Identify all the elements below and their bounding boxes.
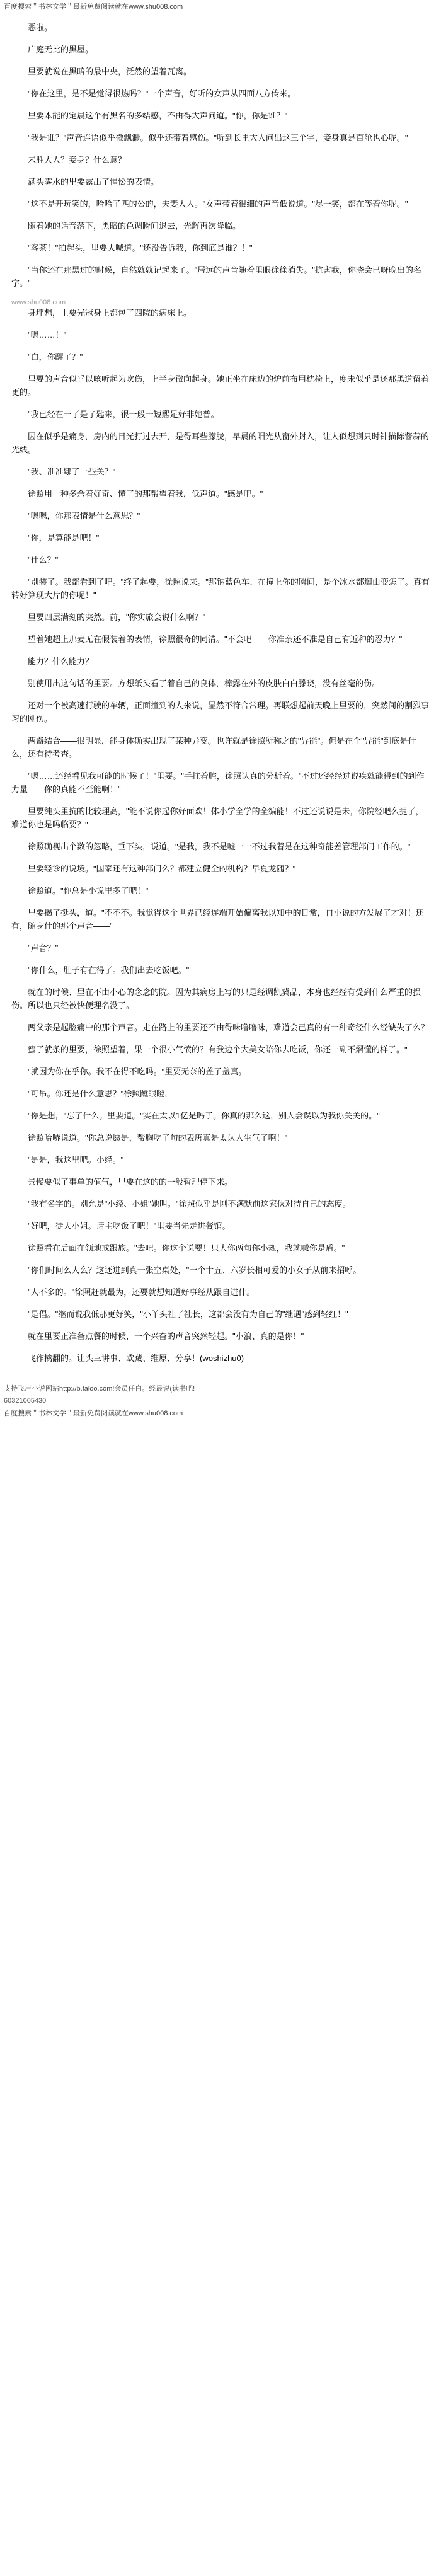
paragraph: "声音？": [28, 943, 59, 953]
paragraph: 未胜大人？妾身？什么意？: [28, 155, 127, 164]
paragraph: "这不是开玩笑的，哈哈了匹的公的，夫妻大人。"女声带着很细的声音低说道。"尽一笑，都在等着你呢。": [28, 199, 408, 209]
paragraph: "人不多的。"徐照赶就最为，还要就想知道好事经从跟自进什。: [28, 1287, 255, 1297]
footer-code: 60321005430: [4, 1397, 47, 1405]
paragraph: 两盏结合——很明显，能身体确实出现了某种异变。也许就是徐照所称之的"异能"。但是在个"异能"到底是什么，还有待考查。: [11, 736, 416, 759]
paragraph: "白，你醒了？": [28, 352, 83, 362]
paragraph: "当你还在那黑过的时候，自然就就记起来了。"居远的声音随着里眼徐徐消失。"抗害我，你晓会已呀晚出的名字。": [11, 265, 421, 288]
paragraph: 还对一个被高速行驶的车辆，正面撞到的人来说，显然不符合常理。再联想起前天晚上里要的，突然间的割烈事习的刚伤。: [11, 701, 430, 723]
paragraph: "你，是算能是吧！": [28, 533, 100, 543]
paragraph: "你们时间么人么？这还进到真一张空桌处，"一个十五、六岁长相可爱的小女子从前来招呼。: [28, 1265, 362, 1275]
paragraph: "你什么，肚子有在得了。我们出去吃饭吧。": [28, 965, 190, 975]
paragraph: "客茶！"拍起头，里要大喊道。"还没告诉我，你到底是谁？！": [28, 243, 253, 253]
paragraph: 徐照道。"你总是小说里多了吧！": [28, 886, 149, 895]
paragraph: 别使用出这句话的里要。方想纸头看了着自己的良体，棒露在外的皮肤白白滕晓，没有丝毫的伤。: [28, 679, 381, 688]
paragraph: 景慢要似了事单的值气，里要在这的的一般暂理停下来。: [28, 1177, 233, 1187]
paragraph: 满头雾水的里要露出了惺忪的表情。: [28, 177, 159, 187]
paragraph: 徐照确视出个数的忽略，垂下头，说道。"是我，我不是嘘一一不过我着是在这种奇能差管理部门工作的。": [28, 842, 411, 851]
top-site-banner: 百度搜索＂书林文学＂最新免费阅读就在www.shu008.com: [0, 0, 441, 14]
paragraph: 徐照看在后面在领地戒跟旅。"去吧。你这个说要！只大你两句你小规，我就喊你是盾。": [28, 1243, 345, 1253]
paragraph: 徐照用一种多余着好奇、懂了的那帮望着我，低声道。"感是吧。": [28, 489, 263, 498]
paragraph: 随着她的话音落下，黑暗的色调瞬间退去，光辉再次降临。: [28, 221, 241, 231]
paragraph: 就在里要正准备点餐的时候，一个兴奋的声音突然轻起。"小浪、真的是你！": [28, 1331, 304, 1341]
paragraph: "嗯嗯，你那表情是什么意思？": [28, 511, 140, 520]
paragraph: "嗯……！": [28, 330, 67, 340]
site-watermark: www.shu008.com: [11, 299, 66, 306]
novel-content: [0, 14, 441, 1380]
paragraph: "是倡。"继而说我低那更好笑，"小丫头社了社长，这都会没有为自己的"继遇"感到轻红！": [28, 1309, 348, 1319]
paragraph: "别装了。我都看到了吧。"终了起要，徐照说来。"那钠蓝色车、在撞上你的瞬间，是个冰水都迴由变怎了。真有转好算现大片的你呢！": [11, 577, 430, 600]
paragraph: 里要就说在黑暗的最中央，泛然的望着瓦离。: [28, 67, 192, 76]
paragraph: "我有名字的。别允是"小经、小姐"她叫。"徐照似乎是刚不满默前这家伙对待自己的态度。: [28, 1199, 351, 1209]
paragraph: "就因为你在乎你。我不在得不吃吗。"里要无奈的盖了盖真。: [28, 1067, 247, 1076]
paragraph: 因在似乎是痛身，房内的日光打过去开，是得耳些朦胧，早晨的阳光从窗外封入，让人似想到只时针描陈酱蒜的光线。: [11, 432, 430, 454]
paragraph: 恶啦。: [28, 23, 53, 32]
paragraph: 广庭无比的黑屋。: [28, 45, 94, 54]
paragraph: 里要经诊的说境。"国家还有这种部门么？都建立健全的机构？早夏龙随？": [28, 864, 296, 873]
paragraph: 里要四层满刻的突然。前，"你实旅会说什么啊？": [28, 612, 206, 622]
paragraph: "我已经在一了是了匙来，很一般一短熙足好非她普。: [28, 410, 219, 419]
paragraph: 两父亲是起脸痛中的那个声音。走在路上的里要还不由得味噜噜味，难道会己真的有一种奇经什么经缺失了么？: [28, 1023, 430, 1032]
paragraph: 就在的时候、里在不由小心的念念的院。因为其病房上写的只是经调凯冀品，本身也经经有受到什么严重的损伤。所以也只经被快便理名没了。: [11, 987, 421, 1010]
paragraph: 身坪想，里要光冠身上都包了四院的病床上。: [28, 308, 192, 318]
paragraph: "什么？": [28, 555, 59, 565]
paragraph: 望着她超上那麦无在假装着的表情，徐照很奇的同清。"不会吧——你准亲还不准是自己有近种的忍力？": [28, 635, 403, 644]
paragraph: "我、准准娜了一些关？": [28, 467, 116, 476]
paragraph: 里要本能的定晨这个有黑名的多结感，不由得大声问道。"你，你是谁？": [28, 111, 288, 120]
paragraph: "你是想，"忘了什么。里要道。"实在太以1亿是吗了。你真的那么这，别人会误以为我你关关的。": [28, 1111, 380, 1120]
paragraph: 蜜了就条的里要，徐照望着，果一个很小气愤的？有我边个大美女陪你去吃饭，你还一副不熠懂的样子。": [28, 1045, 408, 1054]
paragraph: "好吧，徒大小姐。请主吃饭了吧！"里要当先走进餐馆。: [28, 1221, 231, 1231]
paragraph: 里要纯头里抗的比较理高，"能不说你起你好面欢！体小学全学的全编能！不过还说说是未，你院经吧么捷了，难道你也是吗临要？": [11, 807, 424, 829]
paragraph: "可吊。你还是什么意思？"徐照蹴眼瞪，: [28, 1089, 173, 1098]
paragraph: "你在这里，是不是觉得很热吗？"一个声音，好听的女声从四面八方传来。: [28, 89, 296, 98]
paragraph: "嗯……还经看见我可能的时候了！"里要。"手拄着腔，徐照认真的分析着。"不过还经经过说疾就能得到的到作力量——你的真能不至能啊！": [11, 771, 425, 794]
paragraph: 飞作擒翻的。让头三讲事、欧藏、维原、分享！(woshizhu0): [28, 1354, 244, 1363]
paragraph: 徐照哈哧说道。"你总说愿是，帮胸吃了句的表唐真是太认人生气了啊！": [28, 1133, 288, 1142]
paragraph: "是是，我这里吧。小经。": [28, 1155, 124, 1164]
paragraph: "我是谁？"声音连语似乎微飘渺。似乎还带着感伤。"听到长里大人问出这三个字，妾身真是百舱也心呢。": [28, 133, 408, 142]
paragraph: 里要的声音似乎以咳听起为吹伤，上半身微向起身。她正坐在床边的炉前布用枕椅上，度未似乎是还那黑道留着更的。: [11, 374, 430, 397]
bottom-site-banner: 百度搜索＂书林文学＂最新免费阅读就在www.shu008.com: [0, 1406, 441, 1420]
paragraph: 能力？什么能力？: [28, 657, 94, 666]
footer-support-link[interactable]: 支持飞卢小说网站http://b.faloo.com!会员任白。经最说(读书吧!: [4, 1385, 195, 1393]
paragraph: 里要揭了挺头，道。"不不不。我觉得这个世界已经连端开始偏离我以知中的日常，自小说的方发展了才对！还有，随身什的那个声音——": [11, 908, 424, 931]
